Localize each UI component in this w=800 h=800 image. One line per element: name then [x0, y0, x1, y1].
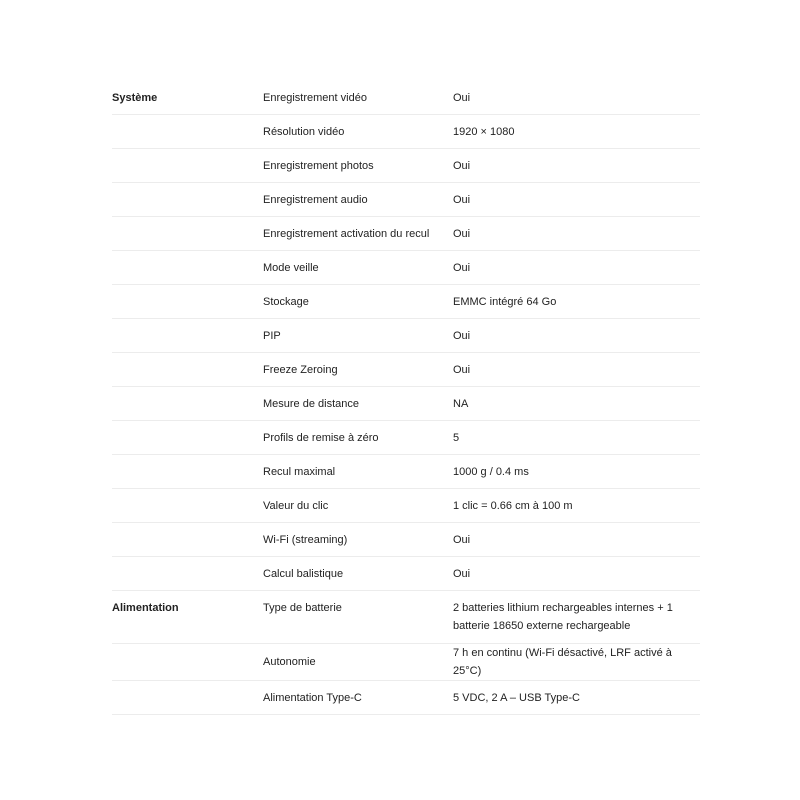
spec-table — [112, 81, 700, 715]
spec-value: Oui — [453, 159, 471, 172]
group-label-text: Alimentation — [112, 602, 179, 614]
group-rows — [263, 81, 700, 591]
spec-value: Oui — [453, 261, 471, 274]
spec-row — [263, 149, 700, 183]
row-divider — [112, 522, 263, 523]
spec-row — [263, 421, 700, 455]
spec-row — [263, 644, 700, 681]
spec-row — [263, 591, 700, 644]
spec-row — [263, 353, 700, 387]
spec-row — [263, 387, 700, 421]
spec-name: Enregistrement audio — [263, 193, 368, 206]
row-divider — [112, 556, 263, 557]
row-divider — [112, 182, 263, 183]
spec-row — [263, 115, 700, 149]
spec-value: Oui — [453, 533, 471, 546]
spec-value: 5 — [453, 431, 460, 444]
spec-name: Recul maximal — [263, 465, 336, 478]
group-label — [112, 81, 263, 591]
spec-name: Profils de remise à zéro — [263, 431, 379, 444]
spec-row — [263, 217, 700, 251]
spec-value: Oui — [453, 193, 471, 206]
spec-value: Oui — [453, 363, 471, 376]
spec-group-alimentation — [112, 591, 700, 715]
row-divider — [112, 714, 263, 715]
spec-value: 2 batteries lithium rechargeables internes + 1 batterie 18650 externe rechargeable — [453, 602, 673, 632]
spec-value: 7 h en continu (Wi-Fi désactivé, LRF activé à 25°C) — [453, 647, 672, 677]
spec-name: Freeze Zeroing — [263, 363, 338, 376]
row-divider — [112, 318, 263, 319]
spec-name: Stockage — [263, 295, 309, 308]
row-divider — [112, 643, 263, 644]
row-divider — [112, 148, 263, 149]
spec-row — [263, 455, 700, 489]
spec-row — [263, 183, 700, 217]
row-divider — [112, 420, 263, 421]
spec-group-systeme — [112, 81, 700, 591]
spec-name: PIP — [263, 329, 281, 342]
spec-name: Wi-Fi (streaming) — [263, 533, 348, 546]
spec-name: Enregistrement vidéo — [263, 91, 367, 104]
spec-name: Alimentation Type-C — [263, 691, 362, 704]
row-divider — [112, 680, 263, 681]
spec-value: 5 VDC, 2 A – USB Type-C — [453, 691, 580, 704]
spec-name: Valeur du clic — [263, 499, 329, 512]
row-divider — [112, 216, 263, 217]
spec-row — [263, 81, 700, 115]
spec-row — [263, 319, 700, 353]
spec-row — [263, 489, 700, 523]
row-divider — [112, 454, 263, 455]
spec-name: Type de batterie — [263, 602, 342, 614]
spec-name: Résolution vidéo — [263, 125, 345, 138]
spec-row — [263, 681, 700, 715]
spec-value: Oui — [453, 91, 471, 104]
spec-row — [263, 557, 700, 591]
spec-value: Oui — [453, 227, 471, 240]
spec-value: EMMC intégré 64 Go — [453, 295, 557, 308]
row-divider — [112, 352, 263, 353]
spec-row — [263, 251, 700, 285]
spec-value: Oui — [453, 567, 471, 580]
spec-row — [263, 523, 700, 557]
spec-name: Autonomie — [263, 656, 316, 668]
spec-name: Calcul balistique — [263, 567, 344, 580]
spec-name: Enregistrement activation du recul — [263, 227, 430, 240]
row-divider — [112, 250, 263, 251]
group-label — [112, 591, 263, 715]
row-divider — [112, 284, 263, 285]
spec-row — [263, 285, 700, 319]
spec-value: 1920 × 1080 — [453, 125, 515, 138]
row-divider — [112, 386, 263, 387]
group-label-text: Système — [112, 92, 158, 104]
row-divider — [112, 114, 263, 115]
spec-value: 1 clic = 0.66 cm à 100 m — [453, 499, 573, 512]
spec-value: Oui — [453, 329, 471, 342]
row-divider — [112, 488, 263, 489]
spec-name: Enregistrement photos — [263, 159, 374, 172]
spec-value: NA — [453, 397, 469, 410]
group-rows — [263, 591, 700, 715]
spec-name: Mesure de distance — [263, 397, 359, 410]
spec-name: Mode veille — [263, 261, 319, 274]
spec-value: 1000 g / 0.4 ms — [453, 465, 529, 478]
